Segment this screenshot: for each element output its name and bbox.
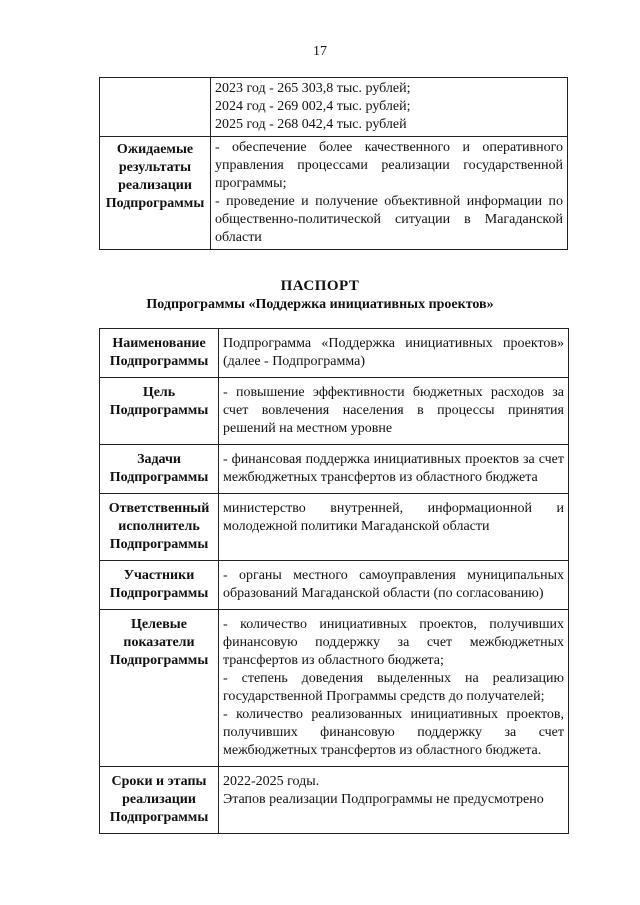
funding-label-cell [100,78,211,137]
row-label-timeline: Сроки и этапы реализации Подпрограммы [100,767,219,834]
passport-table [99,328,569,834]
passport-row-name [100,329,569,378]
results-line-1: - обеспечение более качественного и оперативного управления процессами реализации государственной программы; [215,140,563,191]
passport-row-indicators [100,610,569,767]
row-value-goal-line: - повышение эффективности бюджетных расходов за счет вовлечения населения в процессы принятия решений на местном уровне [223,385,564,436]
row-label-name: Наименование Подпрограммы [100,329,219,378]
row-label-indicators: Целевые показатели Подпрограммы [100,610,219,767]
results-line-2: - проведение и получение объективной информации по общественно-политической ситуации в Магаданской области [215,194,563,245]
row-value-executor-line: министерство внутренней, информационной и молодежной политики Магаданской области [223,501,564,534]
timeline-line-1: 2022-2025 годы. [223,774,320,789]
row-value-executor [219,494,569,561]
passport-subtitle: Подпрограммы «Поддержка инициативных проектов» [146,297,494,312]
results-label: Ожидаемые результаты реализации Подпрограммы [100,137,211,250]
funding-line-2023: 2023 год - 265 303,8 тыс. рублей; [215,81,411,96]
passport-row-participants [100,561,569,610]
results-row [100,137,568,250]
row-value-tasks-line: - финансовая поддержка инициативных проектов за счет межбюджетных трансфертов из областного бюджета [223,452,564,485]
row-value-tasks [219,445,569,494]
funding-line-2024: 2024 год - 269 002,4 тыс. рублей; [215,99,411,114]
row-value-name-line: Подпрограмма «Поддержка инициативных проектов» (далее - Подпрограмма) [223,336,564,369]
funding-value-cell [211,78,568,137]
indicator-line-1: - количество инициативных проектов, получивших финансовую поддержку за счет межбюджетных трансфертов из областного бюджета; [223,617,564,668]
passport-title: ПАСПОРТ [280,278,360,294]
funding-line-2025: 2025 год - 268 042,4 тыс. рублей [215,117,407,132]
row-label-goal: Цель Подпрограммы [100,378,219,445]
row-value-participants-line: - органы местного самоуправления муниципальных образований Магаданской области (по согласованию) [223,568,564,601]
passport-row-goal [100,378,569,445]
page-number: 17 [313,44,327,59]
passport-row-tasks [100,445,569,494]
passport-row-executor [100,494,569,561]
indicator-line-3: - количество реализованных инициативных проектов, получивших финансовую поддержку за счет межбюджетных трансфертов из областного бюджета. [223,707,564,758]
funding-table [99,77,568,250]
row-value-timeline [219,767,569,834]
row-label-tasks: Задачи Подпрограммы [100,445,219,494]
row-label-participants: Участники Подпрограммы [100,561,219,610]
timeline-line-2: Этапов реализации Подпрограммы не предусмотрено [223,792,544,807]
funding-row [100,78,568,137]
row-value-name [219,329,569,378]
results-value-cell [211,137,568,250]
indicator-line-2: - степень доведения выделенных на реализацию государственной Программы средств до получателей; [223,671,564,704]
row-value-goal [219,378,569,445]
row-value-participants [219,561,569,610]
passport-row-timeline [100,767,569,834]
row-label-executor: Ответственный исполнитель Подпрограммы [100,494,219,561]
row-value-indicators [219,610,569,767]
